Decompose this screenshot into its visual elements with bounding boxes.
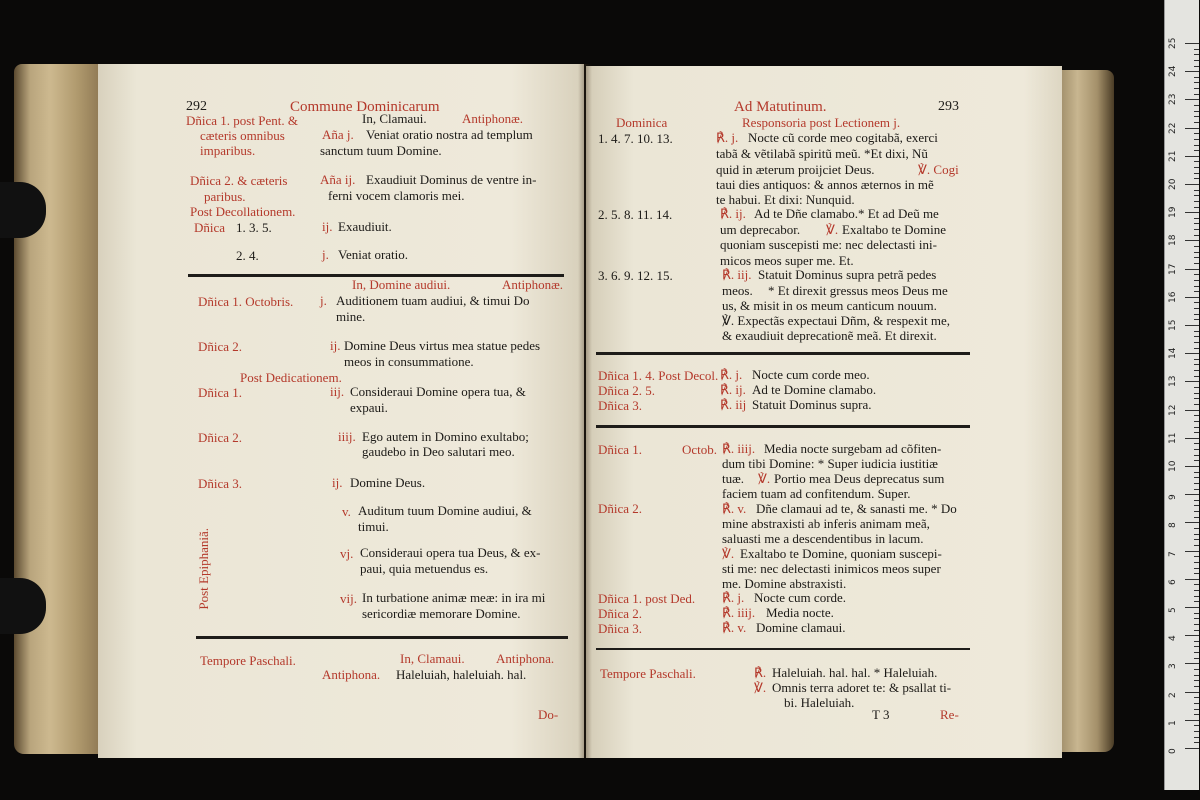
left-page-text-line: Exaudiuit Dominus de ventre in- <box>366 172 537 187</box>
ruler-label: 20 <box>1168 178 1178 190</box>
book-fore-edge-left <box>14 64 104 754</box>
ruler-tick <box>1194 652 1199 653</box>
ruler-tick <box>1194 534 1199 535</box>
ruler-label: 7 <box>1168 550 1178 557</box>
right-running-head: Ad Matutinum. <box>734 99 827 115</box>
ruler-tick <box>1194 573 1199 574</box>
ruler-tick <box>1194 460 1199 461</box>
right-page-text-line: 3. 6. 9. 12. 15. <box>598 268 673 283</box>
ruler-tick <box>1194 477 1199 478</box>
ruler-tick <box>1194 167 1199 168</box>
ruler-tick <box>1194 291 1199 292</box>
right-folio: 293 <box>938 99 959 114</box>
right-page-text-line: Tempore Paschali. <box>600 666 696 681</box>
left-page-text-line: Auditionem tuam audiui, & timui Do <box>336 293 530 308</box>
ruler-tick <box>1194 680 1199 681</box>
left-page-text-line: 1. 3. 5. <box>236 220 272 235</box>
right-rule-3 <box>596 648 970 650</box>
ruler-tick <box>1194 568 1199 569</box>
right-page-text-line: ℟. iiij. <box>722 605 756 620</box>
ruler-tick <box>1194 139 1199 140</box>
ruler-tick <box>1194 88 1199 89</box>
left-page-text-line: Antiphona. <box>322 667 381 682</box>
ruler-label: 21 <box>1168 150 1178 162</box>
ruler-tick <box>1185 240 1199 241</box>
ruler-tick <box>1194 404 1199 405</box>
ruler-tick <box>1194 714 1199 715</box>
right-page-text-line: um deprecabor. <box>720 222 801 237</box>
ruler-tick <box>1185 71 1199 72</box>
ruler-label: 3 <box>1168 663 1178 670</box>
book-fore-edge-right <box>1058 70 1114 752</box>
book-clamp-top <box>0 182 46 238</box>
right-page-text-line: Media nocte. <box>766 605 834 620</box>
left-page-text-line: Aña ij. <box>320 172 356 187</box>
ruler-label: 22 <box>1168 122 1178 134</box>
left-page-text-line: Domine Deus virtus mea statue pedes <box>344 338 541 353</box>
ruler-tick <box>1194 658 1199 659</box>
right-page-text-line: Nocte cum corde meo. <box>752 367 870 382</box>
left-page-text-line: sericordiæ memorare Domine. <box>362 606 521 621</box>
ruler-tick <box>1194 257 1199 258</box>
ruler-tick <box>1194 122 1199 123</box>
left-page-text-line: Ego autem in Domino exultabo; <box>362 429 529 444</box>
right-page-text-line: ℣. Cogi <box>918 162 959 177</box>
left-page-text-line: vij. <box>340 591 357 606</box>
right-page-text-line: Dñe clamaui ad te, & sanasti me. * Do <box>756 501 957 516</box>
ruler-tick <box>1194 94 1199 95</box>
right-page-text-line: Dñica 2. <box>598 606 643 621</box>
left-page-text-line: cæteris omnibus <box>200 128 285 143</box>
right-page-text-line: ℣. <box>758 471 771 486</box>
ruler-tick <box>1194 483 1199 484</box>
left-page-text-line: ij. <box>330 338 341 353</box>
right-page-text-line: ℣. <box>754 680 767 695</box>
right-page-text-line: Statuit Dominus supra petrã pedes <box>758 267 937 282</box>
ruler-tick <box>1194 235 1199 236</box>
right-page-text-line: Dñica 3. <box>598 398 643 413</box>
ruler-tick <box>1194 286 1199 287</box>
right-page-text-line: Dñica 1. <box>598 442 643 457</box>
book-clamp-bottom <box>0 578 46 634</box>
ruler-tick <box>1194 489 1199 490</box>
right-page-text-line: saluasti me a descendentibus in lacum. <box>722 531 924 546</box>
ruler-tick <box>1194 111 1199 112</box>
ruler-tick <box>1185 410 1199 411</box>
ruler-tick <box>1194 528 1199 529</box>
ruler-tick <box>1194 342 1199 343</box>
ruler-tick <box>1185 269 1199 270</box>
left-page-text-line: iiij. <box>338 429 356 444</box>
ruler-tick <box>1194 455 1199 456</box>
right-page-text-line: ℣. <box>722 546 735 561</box>
left-page-text-line: Antiphonæ. <box>502 277 564 292</box>
right-page-text-line: Nocte cum corde. <box>754 590 847 605</box>
right-page-text-line: ℟. j. <box>720 367 743 382</box>
ruler-tick <box>1194 223 1199 224</box>
ruler-tick <box>1194 364 1199 365</box>
ruler-tick <box>1185 663 1199 664</box>
ruler-label: 0 <box>1168 748 1178 754</box>
left-page-text-line: ferni vocem clamoris mei. <box>328 188 465 203</box>
ruler-tick <box>1194 370 1199 371</box>
left-page-text-line: Dñica 2. <box>198 339 243 354</box>
right-page-text-line: ℟. iij. <box>722 267 752 282</box>
right-page-text-line: ℟. j. <box>716 130 739 145</box>
right-page-text-line: ℣. <box>826 222 839 237</box>
left-page-text-line: In, Domine audiui. <box>352 277 451 292</box>
ruler-tick <box>1185 156 1199 157</box>
right-page-text-line: quid in æterum proijciet Deus. <box>716 162 875 177</box>
left-page-text-line: Veniat oratio. <box>338 247 409 262</box>
left-page-text-line: mine. <box>336 309 366 324</box>
ruler-label: 24 <box>1168 65 1178 78</box>
right-page-text-line: * Et direxit gressus meos Deus me <box>768 283 948 298</box>
right-page-text-line: Ad te Dñe clamabo.* Et ad Deũ me <box>754 206 939 221</box>
ruler-tick <box>1194 562 1199 563</box>
ruler-label: 14 <box>1168 347 1178 360</box>
left-page-text-line: j. <box>322 247 329 262</box>
right-page-text-line: Dñica 1. 4. Post Decol. <box>598 368 719 383</box>
ruler-tick <box>1185 297 1199 298</box>
left-rule-2 <box>196 636 568 639</box>
ruler-tick <box>1194 348 1199 349</box>
ruler-tick <box>1194 505 1199 506</box>
ruler-label: 9 <box>1168 494 1178 501</box>
right-page-text-line: ℟. iij <box>720 397 747 412</box>
right-page-text-line: ℟. iiij. <box>722 441 756 456</box>
ruler-label: 11 <box>1168 432 1178 444</box>
left-page-text-line: In turbatione animæ meæ: in ira mi <box>362 590 546 605</box>
ruler-tick <box>1185 579 1199 580</box>
left-page-text-line: Dñica 1. Octobris. <box>198 294 294 309</box>
left-page-text-line: Do- <box>538 707 559 722</box>
ruler-tick <box>1194 161 1199 162</box>
ruler-tick <box>1194 618 1199 619</box>
ruler-tick <box>1194 133 1199 134</box>
ruler-tick <box>1194 415 1199 416</box>
ruler-tick <box>1194 427 1199 428</box>
right-page-text-line: ℟. <box>754 665 767 680</box>
left-page-text-line: gaudebo in Deo salutari meo. <box>362 444 515 459</box>
left-page-text-line: In, Clamaui. <box>400 651 465 666</box>
ruler-tick <box>1194 173 1199 174</box>
right-page-text-line: Domine clamaui. <box>756 620 846 635</box>
ruler-tick <box>1185 522 1199 523</box>
left-page-text-line: Aña j. <box>322 127 354 142</box>
left-page-text-line: ij. <box>332 475 343 490</box>
left-page-text-line: paribus. <box>204 189 246 204</box>
ruler-tick <box>1194 686 1199 687</box>
right-page-text-line: tuæ. <box>722 471 745 486</box>
ruler-tick <box>1194 517 1199 518</box>
ruler-tick <box>1194 218 1199 219</box>
left-page-text-line: imparibus. <box>200 143 256 158</box>
right-page-text-line: faciem tuam ad confitendum. Super. <box>722 486 911 501</box>
ruler-tick <box>1194 308 1199 309</box>
left-page-text-line: Dñica 3. <box>198 476 243 491</box>
left-page-text-line: Post Dedicationem. <box>240 370 342 385</box>
right-page-text-line: ℟. ij. <box>720 206 746 221</box>
ruler-tick <box>1194 82 1199 83</box>
ruler-tick <box>1194 624 1199 625</box>
ruler-tick <box>1194 697 1199 698</box>
right-rule-2 <box>596 425 970 428</box>
right-rule-1 <box>596 352 970 355</box>
ruler-label: 8 <box>1168 522 1178 529</box>
ruler-label: 2 <box>1168 691 1178 698</box>
left-page-text-line: Domine Deus. <box>350 475 426 490</box>
right-page-text-line: Dominica <box>616 115 668 130</box>
ruler-tick <box>1194 274 1199 275</box>
left-page-text-line: Dñica 2. & cæteris <box>190 173 288 188</box>
right-page-text-line: micos meos super me. Et. <box>720 253 854 268</box>
left-page-text-line: sanctum tuum Domine. <box>320 143 442 158</box>
ruler-tick <box>1194 195 1199 196</box>
ruler-tick <box>1194 742 1199 743</box>
ruler-tick <box>1194 449 1199 450</box>
ruler-tick <box>1194 556 1199 557</box>
left-running-head: Commune Dominicarum <box>290 99 440 115</box>
ruler-tick <box>1185 325 1199 326</box>
left-page-text-line: Tempore Paschali. <box>200 653 296 668</box>
ruler-tick <box>1194 49 1199 50</box>
ruler-tick <box>1185 635 1199 636</box>
right-page-text-line: 1. 4. 7. 10. 13. <box>598 131 673 146</box>
ruler-tick <box>1194 545 1199 546</box>
ruler-label: 17 <box>1168 263 1178 275</box>
right-page-text-line: me. Domine abstraxisti. <box>722 576 847 591</box>
right-page-text-line: Portio mea Deus deprecatus sum <box>774 471 945 486</box>
left-page-text-line: Consideraui Domine opera tua, & <box>350 384 526 399</box>
ruler-tick <box>1194 263 1199 264</box>
ruler-tick <box>1194 641 1199 642</box>
ruler-label: 16 <box>1168 291 1178 303</box>
left-page-text-line: Dñica <box>194 220 226 235</box>
ruler-tick <box>1194 336 1199 337</box>
ruler-label: 25 <box>1168 37 1178 49</box>
left-page-text-line: Haleluiah, haleluiah. hal. <box>396 667 527 682</box>
left-page-text-line: In, Clamaui. <box>362 111 427 126</box>
left-page-text-line: v. <box>342 504 351 519</box>
ruler-tick <box>1185 551 1199 552</box>
ruler-tick <box>1194 393 1199 394</box>
left-page-text-line: timui. <box>358 519 389 534</box>
right-page-text-line: dum tibi Domine: * Super iudicia iustitiæ <box>722 456 938 471</box>
ruler-tick <box>1194 421 1199 422</box>
left-page-text-line: Antiphona. <box>496 651 555 666</box>
ruler-tick <box>1185 438 1199 439</box>
right-page-text-line: Statuit Dominus supra. <box>752 397 872 412</box>
ruler-tick <box>1194 703 1199 704</box>
right-page-text-line: Re- <box>940 707 959 722</box>
right-page-text-line: ℟. j. <box>722 590 745 605</box>
ruler-tick <box>1185 212 1199 213</box>
ruler-tick <box>1185 607 1199 608</box>
ruler-tick <box>1185 720 1199 721</box>
ruler-tick <box>1194 376 1199 377</box>
ruler-tick <box>1194 246 1199 247</box>
right-page-text-line: Octob. <box>682 442 718 457</box>
ruler-tick <box>1185 353 1199 354</box>
ruler-tick <box>1185 184 1199 185</box>
post-epiphaniam-caption: Post Epiphaniã. <box>196 528 211 610</box>
right-page-text-line: Dñica 2. <box>598 501 643 516</box>
right-page-text-line: Haleluiah. hal. hal. * Haleluiah. <box>772 665 938 680</box>
right-page-text-line: Media nocte surgebam ad cõfiten- <box>764 441 942 456</box>
right-page-text-line: sti me: nec delectasti inimicos meos super <box>722 561 941 576</box>
ruler-tick <box>1185 381 1199 382</box>
ruler-tick <box>1194 731 1199 732</box>
ruler-tick <box>1194 201 1199 202</box>
right-page-text-line: mine abstraxisti ab inferis animam meã, <box>722 516 930 531</box>
left-page-text-line: vj. <box>340 546 354 561</box>
ruler-tick <box>1194 584 1199 585</box>
right-page-text-line: taui dies antiquos: & annos æternos in mẽ <box>716 177 934 192</box>
left-folio: 292 <box>186 99 207 114</box>
ruler-tick <box>1194 150 1199 151</box>
ruler-label: 15 <box>1168 319 1178 331</box>
ruler-tick <box>1194 601 1199 602</box>
ruler-tick <box>1185 466 1199 467</box>
right-page-text-line: Nocte cũ corde meo cogitabã, exerci <box>748 130 938 145</box>
ruler-tick <box>1194 675 1199 676</box>
ruler-tick <box>1194 443 1199 444</box>
left-page-text-line: Exaudiuit. <box>338 219 392 234</box>
ruler-label: 1 <box>1168 720 1178 726</box>
left-page-text-line: iij. <box>330 384 345 399</box>
left-page-text-line: 2. 4. <box>236 248 259 263</box>
ruler-tick <box>1194 500 1199 501</box>
right-page-text-line: Exaltabo te Domine, quoniam suscepi- <box>740 546 942 561</box>
ruler-tick <box>1194 737 1199 738</box>
ruler-tick <box>1194 539 1199 540</box>
ruler-tick <box>1194 105 1199 106</box>
ruler-tick <box>1194 178 1199 179</box>
right-page-text-line: ℟. ij. <box>720 382 746 397</box>
ruler-tick <box>1194 432 1199 433</box>
ruler-tick <box>1185 43 1199 44</box>
left-page-text-line: Auditum tuum Domine audiui, & <box>358 503 532 518</box>
right-page-text-line: & exaudiuit deprecationẽ meã. Et direxit. <box>722 328 937 343</box>
left-page-text-line: Veniat oratio nostra ad templum <box>366 127 533 142</box>
left-page-text-line: Dñica 1. <box>198 385 243 400</box>
ruler-label: 10 <box>1168 460 1178 472</box>
left-page-text-line: Antiphonæ. <box>462 111 524 126</box>
ruler-tick <box>1194 398 1199 399</box>
ruler-tick <box>1194 60 1199 61</box>
measuring-ruler <box>1164 0 1199 790</box>
right-page-text-line: Exaltabo te Domine <box>842 222 946 237</box>
ruler-tick <box>1194 54 1199 55</box>
ruler-tick <box>1194 646 1199 647</box>
right-page-text-line: T 3 <box>872 707 890 722</box>
ruler-tick <box>1194 66 1199 67</box>
ruler-tick <box>1194 590 1199 591</box>
right-page-text-line: Ad te Domine clamabo. <box>752 382 877 397</box>
left-page-text-line: paui, quia metuendus es. <box>360 561 489 576</box>
ruler-tick <box>1194 116 1199 117</box>
left-page-text-line: meos in consummatione. <box>344 354 474 369</box>
left-page-text-line: Post Decollationem. <box>190 204 296 219</box>
right-page-text-line: ℣. Expectãs expectaui Dñm, & respexit me, <box>722 313 951 328</box>
right-page-text-line: 2. 5. 8. 11. 14. <box>598 207 673 222</box>
ruler-tick <box>1194 725 1199 726</box>
right-page-text-line: Omnis terra adoret te: & psallat ti- <box>772 680 952 695</box>
ruler-tick <box>1185 692 1199 693</box>
ruler-tick <box>1194 669 1199 670</box>
ruler-label: 4 <box>1168 635 1178 642</box>
ruler-tick <box>1194 596 1199 597</box>
ruler-tick <box>1194 77 1199 78</box>
ruler-tick <box>1185 494 1199 495</box>
ruler-tick <box>1194 319 1199 320</box>
ruler-tick <box>1194 280 1199 281</box>
ruler-label: 5 <box>1168 607 1178 613</box>
right-page-text-line: meos. <box>722 283 753 298</box>
ruler-tick <box>1194 387 1199 388</box>
ruler-label: 18 <box>1168 234 1178 247</box>
ruler-tick <box>1194 314 1199 315</box>
book-gutter <box>578 64 592 758</box>
ruler-tick <box>1194 359 1199 360</box>
right-page-text-line: ℟. v. <box>722 620 747 635</box>
ruler-tick <box>1194 472 1199 473</box>
right-page-text-line: Dñica 1. post Ded. <box>598 591 696 606</box>
right-page-text-line: tabã & vẽtilabã spiritũ meũ. *Et dixi, Nũ <box>716 146 928 161</box>
left-page-text-line: ij. <box>322 219 333 234</box>
left-page-text-line: Dñica 1. post Pent. & <box>186 113 298 128</box>
ruler-tick <box>1185 748 1199 749</box>
right-page-text-line: te habui. Et dixi: Nunquid. <box>716 192 855 207</box>
ruler-tick <box>1185 128 1199 129</box>
ruler-label: 6 <box>1168 579 1178 585</box>
ruler-tick <box>1194 511 1199 512</box>
ruler-tick <box>1194 190 1199 191</box>
ruler-tick <box>1194 302 1199 303</box>
ruler-tick <box>1194 709 1199 710</box>
ruler-label: 12 <box>1168 404 1178 416</box>
right-page-text-line: us, & misit in os meum canticum nouum. <box>722 298 937 313</box>
ruler-tick <box>1194 207 1199 208</box>
ruler-label: 13 <box>1168 375 1178 388</box>
right-page-text-line: bi. Haleluiah. <box>784 695 855 710</box>
right-page-text-line: ℟. v. <box>722 501 747 516</box>
ruler-tick <box>1194 613 1199 614</box>
ruler-label: 19 <box>1168 206 1178 219</box>
ruler-tick <box>1194 229 1199 230</box>
ruler-tick <box>1194 630 1199 631</box>
ruler-tick <box>1185 99 1199 100</box>
right-page-text-line: quoniam suscepisti me: nec delectasti ini- <box>720 237 937 252</box>
left-page-text-line: Dñica 2. <box>198 430 243 445</box>
ruler-tick <box>1194 252 1199 253</box>
ruler-label: 23 <box>1168 93 1178 106</box>
left-page-text-line: Consideraui opera tua Deus, & ex- <box>360 545 541 560</box>
ruler-tick <box>1194 145 1199 146</box>
right-page-text-line: Dñica 2. 5. <box>598 383 656 398</box>
right-page-text-line: Responsoria post Lectionem j. <box>742 115 901 130</box>
left-page-text-line: j. <box>320 293 327 308</box>
left-page-text-line: expaui. <box>350 400 388 415</box>
right-page-text-line: Dñica 3. <box>598 621 643 636</box>
ruler-tick <box>1194 331 1199 332</box>
